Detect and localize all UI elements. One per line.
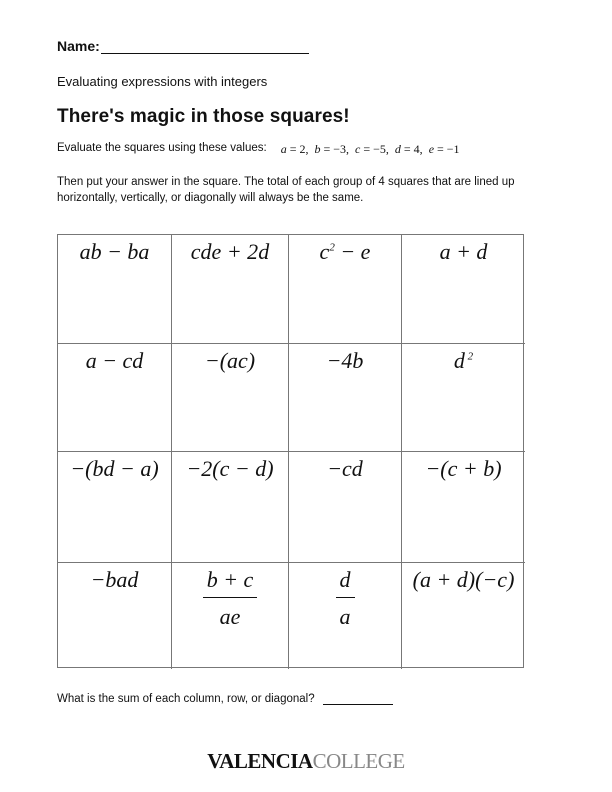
- grid-cell[interactable]: d $^2$: [402, 344, 525, 452]
- name-blank[interactable]: [101, 39, 309, 54]
- grid-cell[interactable]: a − cd: [58, 344, 172, 452]
- grid-cell[interactable]: cde + 2d: [172, 235, 289, 344]
- directions-text: Then put your answer in the square. The total of each group of 4 squares that are lined up horizontally, vertically, or diagonally will always be the same.: [57, 176, 515, 204]
- grid-cell[interactable]: ab − ba: [58, 235, 172, 344]
- variable-values: a = 2, b = −3, c = −5, d = 4, e = −1: [280, 142, 460, 156]
- grid-cell[interactable]: −2(c − d): [172, 452, 289, 563]
- grid-cell[interactable]: −(ac): [172, 344, 289, 452]
- evaluate-instructions: [57, 142, 460, 157]
- logo-college: COLLEGE: [312, 749, 405, 773]
- grid-cell[interactable]: (a + d)(−c): [412, 567, 515, 592]
- grid-cell[interactable]: a + d: [402, 235, 525, 344]
- grid-cell[interactable]: $\frac{b + c}{ae}$: [172, 563, 289, 669]
- sum-question[interactable]: [57, 692, 393, 705]
- magic-square-grid: [57, 234, 524, 668]
- grid-cell[interactable]: −cd: [289, 452, 402, 563]
- grid-cell[interactable]: $c^2 - e$: [289, 235, 402, 344]
- valencia-college-logo: [0, 749, 612, 774]
- subtitle: Evaluating expressions with integers: [57, 74, 268, 89]
- grid-cell[interactable]: −4b: [289, 344, 402, 452]
- page-title: There's magic in those squares!: [57, 106, 350, 127]
- grid-cell[interactable]: −(c + b): [402, 452, 525, 563]
- logo-valencia: VALENCIA: [207, 749, 313, 773]
- name-label: Name:: [57, 38, 100, 54]
- name-field[interactable]: [57, 38, 309, 54]
- grid-cell[interactable]: $\frac{d}{a}$: [289, 563, 402, 669]
- sum-question-text: What is the sum of each column, row, or diagonal?: [57, 693, 315, 705]
- grid-cell[interactable]: −(bd − a): [58, 452, 172, 563]
- evaluate-text: Evaluate the squares using these values:: [57, 142, 267, 154]
- sum-answer-blank[interactable]: [323, 692, 393, 705]
- grid-cell[interactable]: −bad: [58, 563, 172, 669]
